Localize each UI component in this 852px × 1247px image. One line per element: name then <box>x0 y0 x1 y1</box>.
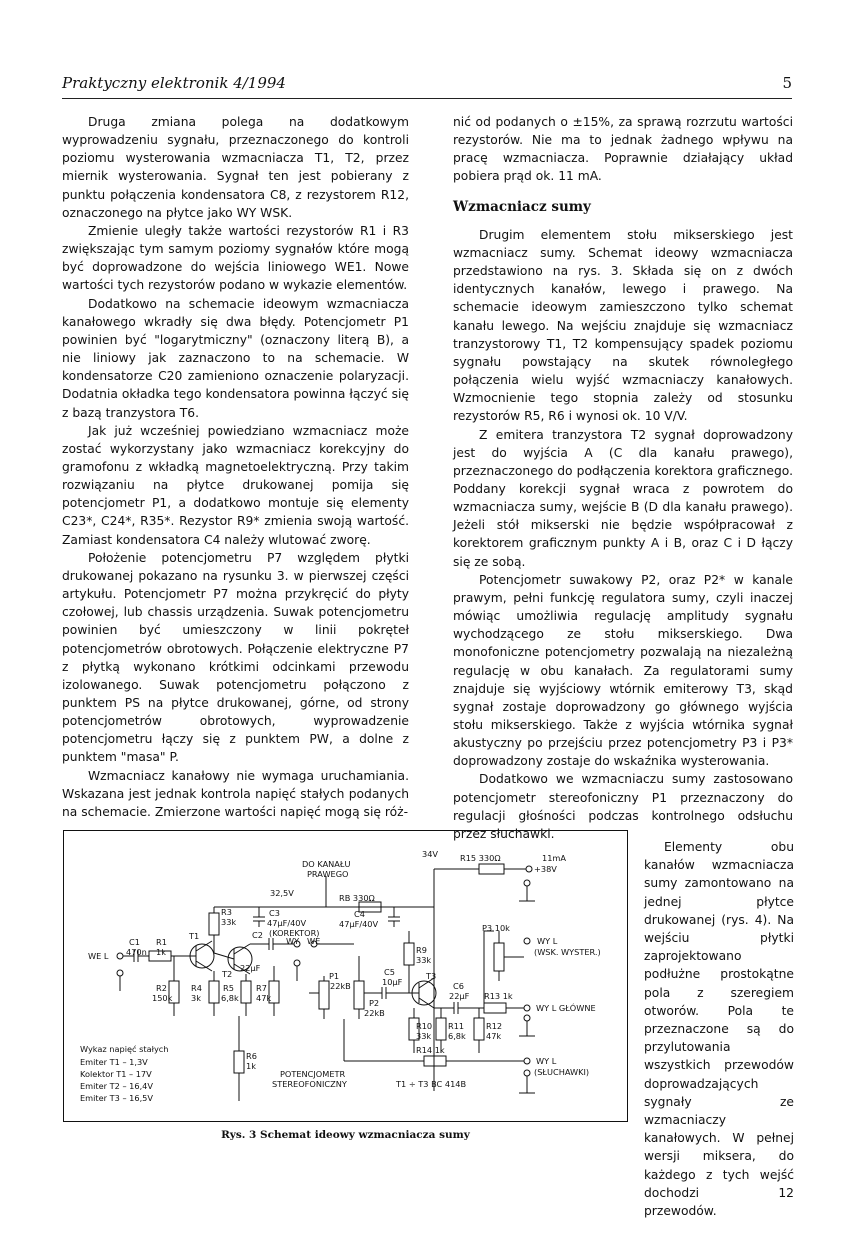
paragraph-continued: nić od podanych o ±15%, za sprawą rozrzutu wartości rezystorów. Nie ma to jednak żadnego wpływu na pracę wzmacniacza. Poprawnie działający układ pobiera prąd ok. 11 mA. <box>453 115 793 184</box>
svg-text:C6: C6 <box>453 981 464 991</box>
paragraph: Dodatkowo na schemacie ideowym wzmacniacza kanałowego wkradły się dwa błędy. Potencjometr P1 powinien być "logarytmiczny" (oznaczony literą B), a nie liniowy jak zaznaczono to na schemacie. W kondensatorze C20 zamieniono oznaczenie polaryzacji. Dodatnia okładka tego kondensatora powinna łączyć się z bazą tranzystora T6. <box>62 296 409 420</box>
paragraph: Druga zmiana polega na dodatkowym wyprowadzeniu sygnału, przeznaczonego do kontroli poziomu wysterowania wzmacniacza T1, T2, przez miernik wysterowania. Sygnał ten jest pobierany z punktu połączenia kondensatora C8, z rezystorem R12, oznaczonego na płytce jako WY WSK. <box>62 115 409 220</box>
svg-text:WE: WE <box>307 936 321 946</box>
svg-text:R7: R7 <box>256 983 267 993</box>
svg-text:6,8k: 6,8k <box>448 1031 466 1041</box>
paragraph: Z emitera tranzystora T2 sygnał doprowadzony jest do wyjścia A (C dla kanału prawego), przeznaczonego do podłączenia korektora graficznego. Poddany korekcji sygnał wraca z powrotem do wzmacniacza sumy, wejście B (D dla kanału prawego). Jeżeli stół mikserski nie będzie współpracował z korektorem graficznym punkty A i B, oraz C i D łączy się ze sobą. <box>453 427 793 569</box>
svg-text:T1: T1 <box>189 931 200 941</box>
svg-text:R11: R11 <box>448 1021 465 1031</box>
svg-text:47k: 47k <box>256 993 272 1003</box>
paragraph: Położenie potencjometru P7 względem płytki drukowanej pokazano na rysunku 3. w pierwszej części artykułu. Potencjometr P7 można przykręcić do płyty czołowej, lub chassis urządzenia. Suwak potencjometru powinien być umieszczony w linii pokręteł potencjometrów obrotowych. Połączenie elektryczne P7 z płytką wykonano krótkimi odcinkami przewodu izolowanego. Suwak potencjometru połączono z punktem PS na płytce drukowanej, górne, od strony potencjometrów obrotowych, wyprowadzenie potencjometru łączy się z punktem PW, a dolne z punktem "masa" P. <box>62 550 409 765</box>
svg-text:C1: C1 <box>129 937 140 947</box>
svg-text:Wykaz napięć stałych: Wykaz napięć stałych <box>80 1044 169 1054</box>
svg-text:(SŁUCHAWKI): (SŁUCHAWKI) <box>534 1067 590 1077</box>
svg-text:PRAWEGO: PRAWEGO <box>307 869 349 879</box>
svg-text:C3: C3 <box>269 908 280 918</box>
svg-text:Emiter T1 – 1,3V: Emiter T1 – 1,3V <box>80 1057 148 1067</box>
svg-text:10μF: 10μF <box>382 977 403 987</box>
svg-text:33k: 33k <box>221 917 237 927</box>
paragraph: Dodatkowo we wzmacniaczu sumy zastosowano potencjometr stereofoniczny P1 przeznaczony do regulacji głośności podczas kontrolnego odsłuchu przez słuchawki. <box>453 772 793 841</box>
svg-text:(WSK. WYSTER.): (WSK. WYSTER.) <box>534 947 601 957</box>
svg-text:T2: T2 <box>222 969 233 979</box>
svg-text:47μF/40V: 47μF/40V <box>267 918 307 928</box>
svg-text:R4: R4 <box>191 983 202 993</box>
svg-text:R15 330Ω: R15 330Ω <box>460 853 501 863</box>
svg-text:R1: R1 <box>156 937 167 947</box>
svg-text:47k: 47k <box>486 1031 502 1041</box>
svg-text:470n: 470n <box>126 947 147 957</box>
svg-text:22kB: 22kB <box>330 981 351 991</box>
svg-text:Kolektor T1 – 17V: Kolektor T1 – 17V <box>80 1069 152 1079</box>
svg-text:WY: WY <box>286 936 300 946</box>
svg-text:POTENCJOMETR: POTENCJOMETR <box>280 1069 346 1079</box>
svg-text:22μF: 22μF <box>449 991 470 1001</box>
svg-text:47μF/40V: 47μF/40V <box>339 919 379 929</box>
svg-text:R10: R10 <box>416 1021 433 1031</box>
svg-text:R12: R12 <box>486 1021 503 1031</box>
svg-text:1k: 1k <box>156 947 166 957</box>
svg-text:1k: 1k <box>246 1061 256 1071</box>
svg-text:22μF: 22μF <box>240 963 261 973</box>
section-heading: Wzmacniacz sumy <box>453 198 591 215</box>
svg-text:+38V: +38V <box>534 864 557 874</box>
svg-text:WY L: WY L <box>536 1056 557 1066</box>
svg-text:WY L: WY L <box>537 936 558 946</box>
svg-text:11mA: 11mA <box>542 853 566 863</box>
svg-text:R5: R5 <box>223 983 234 993</box>
figure-caption: Rys. 3 Schemat ideowy wzmacniacza sumy <box>221 1129 470 1141</box>
schematic-figure <box>63 830 628 1122</box>
svg-text:6,8k: 6,8k <box>221 993 239 1003</box>
svg-text:Emiter T2 – 16,4V: Emiter T2 – 16,4V <box>80 1081 153 1091</box>
paragraph: Wzmacniacz kanałowy nie wymaga uruchamiania. Wskazana jest jednak kontrola napięć stałych podanych na schemacie. Zmierzone wartości napięć mogą się róż- <box>62 768 409 819</box>
right-column <box>453 113 793 843</box>
svg-text:P3 10k: P3 10k <box>482 923 510 933</box>
svg-text:33k: 33k <box>416 1031 432 1041</box>
paragraph: Potencjometr suwakowy P2, oraz P2* w kanale prawym, pełni funkcję regulatora sumy, czyli inaczej mówiąc umożliwia regulację amplitudy sygnału wychodzącego ze stołu mikserskiego. Dwa monofoniczne potencjometry pozwalają na niezależną regulację w obu kanałach. Za regulatorami sumy znajduje się wyjściowy wtórnik emiterowy T3, skąd sygnał zostaje doprowadzony go głównego wyjścia stołu mikserskiego. Także z wyjścia wtórnika sygnał akustyczny po przejściu przez potencjometry P3 i P3* doprowadzony zostaje do wskaźnika wysterowania. <box>453 572 793 769</box>
svg-text:33k: 33k <box>416 955 432 965</box>
svg-text:RB 330Ω: RB 330Ω <box>339 893 375 903</box>
svg-text:DO KANAŁU: DO KANAŁU <box>302 859 351 869</box>
paragraph: Zmienie uległy także wartości rezystorów R1 i R3 zwiększając tym samym poziomy sygnałów które mogą być doprowadzone do wejścia liniowego WE1. Nowe wartości tych rezystorów podano w wykazie elementów. <box>62 223 409 293</box>
svg-text:3k: 3k <box>191 993 201 1003</box>
svg-text:22kB: 22kB <box>364 1008 385 1018</box>
svg-text:(KOREKTOR): (KOREKTOR) <box>269 928 320 938</box>
svg-text:R13 1k: R13 1k <box>484 991 513 1001</box>
page-number: 5 <box>782 74 792 92</box>
paragraph: Drugim elementem stołu mikserskiego jest wzmacniacz sumy. Schemat ideowy wzmacniacza przedstawiono na rys. 3. Składa się on z dwóch identycznych kanałów, lewego i prawego. Na schemacie ideowym zamieszczono tylko schemat kanału lewego. Na wejściu znajduje się wzmacniacz tranzystorowy T1, T2 kompensujący spadek poziomu sygnału powstający na skutek równoległego połączenia wielu wyjść wzmacniaczy kanałowych. Wzmocnienie tego stopnia zależy od stosunku rezystorów R5, R6 i wynosi ok. 10 V/V. <box>453 227 793 424</box>
svg-text:R9: R9 <box>416 945 427 955</box>
page-header <box>62 72 792 99</box>
svg-text:P2: P2 <box>369 998 380 1008</box>
svg-text:150k: 150k <box>152 993 173 1003</box>
svg-text:32,5V: 32,5V <box>270 888 294 898</box>
svg-text:Emiter T3 – 16,5V: Emiter T3 – 16,5V <box>80 1093 153 1103</box>
svg-text:R2: R2 <box>156 983 167 993</box>
paragraph: Jak już wcześniej powiedziano wzmacniacz może zostać wykorzystany jako wzmacniacz korekcyjny do gramofonu z wkładką magnetoelektryczną. Przy takim rozwiązaniu na płytce drukowanej pomija się potencjometr P1, a dodatkowo montuje się elementy C23*, C24*, R35*. Rezystor R9* zmienia swoją wartość. Zamiast kondensatora C4 należy wlutować zworę. <box>62 423 409 547</box>
svg-text:R6: R6 <box>246 1051 257 1061</box>
side-text <box>644 838 794 1220</box>
svg-text:R3: R3 <box>221 907 232 917</box>
left-column <box>62 113 409 821</box>
svg-text:T3: T3 <box>426 971 437 981</box>
svg-text:C5: C5 <box>384 967 395 977</box>
svg-text:C2: C2 <box>252 930 263 940</box>
svg-text:WE L: WE L <box>88 951 109 961</box>
svg-text:C4: C4 <box>354 909 365 919</box>
svg-text:WY L GŁÓWNE: WY L GŁÓWNE <box>536 1003 596 1013</box>
journal-title: Praktyczny elektronik 4/1994 <box>62 74 286 92</box>
schematic-diagram <box>64 831 629 1123</box>
svg-text:R14 1k: R14 1k <box>416 1045 445 1055</box>
svg-text:34V: 34V <box>422 849 439 859</box>
svg-text:T1 ÷ T3 BC 414B: T1 ÷ T3 BC 414B <box>396 1079 467 1089</box>
svg-text:P1: P1 <box>329 971 340 981</box>
svg-text:STEREOFONICZNY: STEREOFONICZNY <box>272 1079 347 1089</box>
paragraph: Elementy obu kanałów wzmacniacza sumy zamontowano na jednej płytce drukowanej (rys. 4). Na wejściu płytki zaprojektowano podłużne prostokątne pola z szeregiem otworów. Pola te przeznaczone są do przylutowania wszystkich przewodów doprowadzających sygnały ze wzmacniaczy kanałowych. W pełnej wersji miksera, do każdego z tych wejść dochodzi 12 przewodów. <box>644 840 794 1219</box>
